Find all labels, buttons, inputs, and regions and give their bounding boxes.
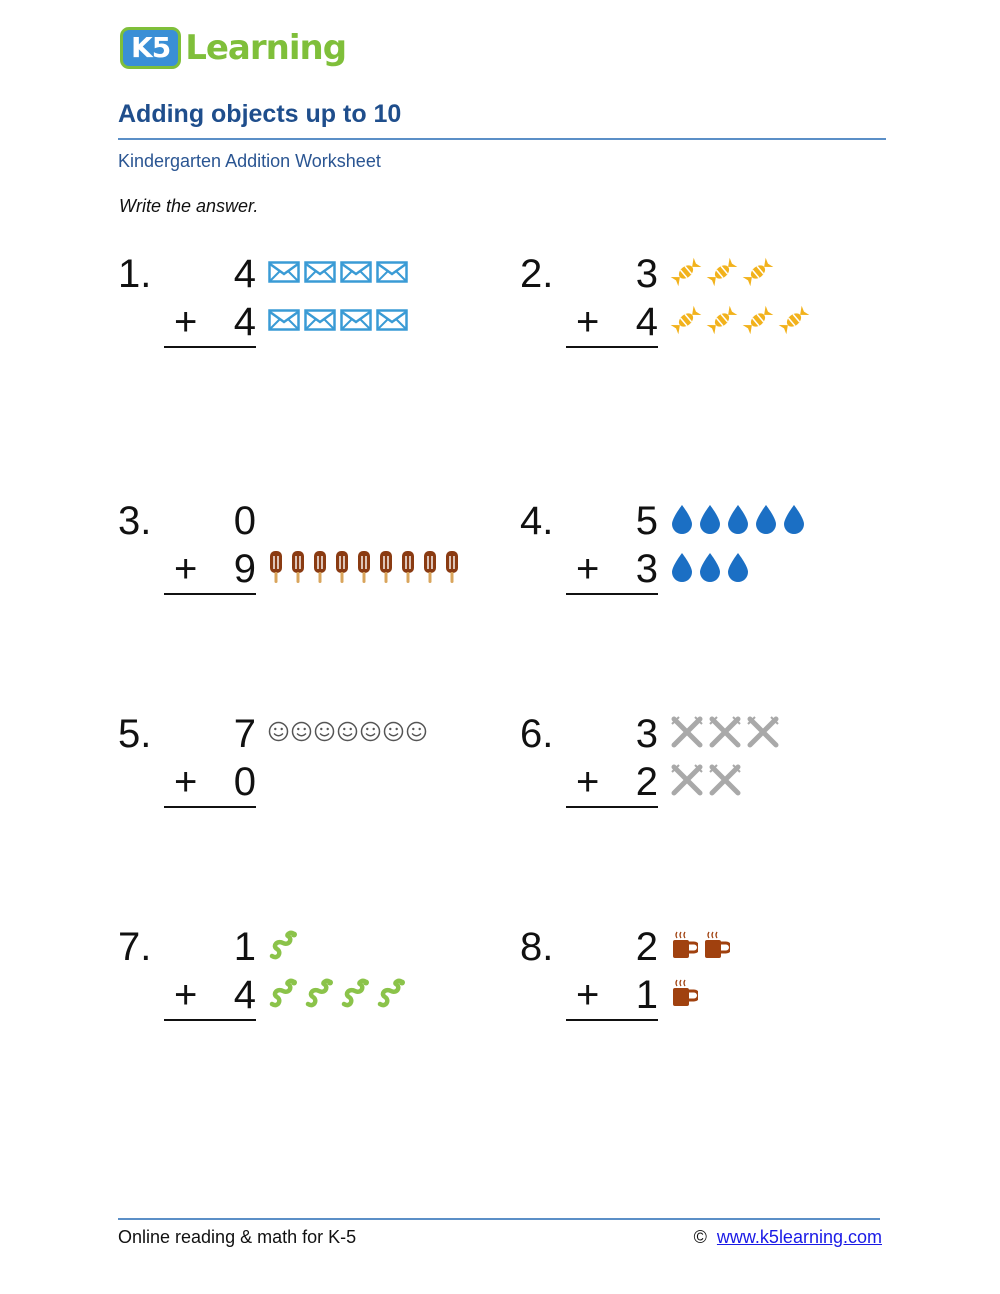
snake-icon bbox=[268, 978, 300, 1013]
snake-icon bbox=[268, 930, 300, 965]
candy-icon bbox=[778, 305, 810, 340]
candy-icon bbox=[706, 257, 738, 292]
bottom-addend: 4 bbox=[233, 300, 256, 344]
bottom-objects bbox=[670, 304, 810, 340]
utensils-icon bbox=[670, 715, 704, 754]
problem-number: 4. bbox=[520, 499, 554, 543]
water-drop-icon bbox=[782, 504, 806, 539]
plus-sign: + bbox=[576, 300, 600, 344]
problem-7 bbox=[118, 923, 518, 1033]
answer-line[interactable] bbox=[566, 1019, 658, 1021]
problem-3 bbox=[118, 497, 518, 607]
snake-icon bbox=[376, 978, 408, 1013]
problem-number: 7. bbox=[118, 925, 152, 969]
envelope-icon bbox=[304, 309, 336, 336]
candy-icon bbox=[670, 257, 702, 292]
problem-1 bbox=[118, 250, 518, 360]
plus-sign: + bbox=[174, 760, 198, 804]
envelope-icon bbox=[340, 261, 372, 288]
page-title: Adding objects up to 10 bbox=[118, 100, 402, 128]
utensils-icon bbox=[708, 715, 742, 754]
plus-sign: + bbox=[576, 547, 600, 591]
utensils-icon bbox=[746, 715, 780, 754]
bottom-addend: 1 bbox=[635, 973, 658, 1017]
water-drop-icon bbox=[670, 552, 694, 587]
envelope-icon bbox=[376, 261, 408, 288]
plus-sign: + bbox=[576, 760, 600, 804]
popsicle-icon bbox=[356, 550, 372, 589]
bottom-addend: 4 bbox=[233, 973, 256, 1017]
bottom-addend: 3 bbox=[635, 547, 658, 591]
top-addend: 0 bbox=[233, 499, 256, 543]
snake-icon bbox=[340, 978, 372, 1013]
bottom-objects bbox=[670, 551, 750, 587]
utensils-icon bbox=[670, 763, 704, 802]
top-addend: 7 bbox=[233, 712, 256, 756]
instruction-text: Write the answer. bbox=[119, 196, 259, 216]
problem-6 bbox=[520, 710, 920, 820]
answer-line[interactable] bbox=[566, 593, 658, 595]
top-objects bbox=[670, 716, 780, 752]
copyright-symbol: © bbox=[693, 1227, 707, 1247]
smiley-icon bbox=[383, 721, 404, 747]
envelope-icon bbox=[340, 309, 372, 336]
smiley-icon bbox=[360, 721, 381, 747]
problem-number: 3. bbox=[118, 499, 152, 543]
candy-icon bbox=[742, 305, 774, 340]
popsicle-icon bbox=[400, 550, 416, 589]
footer-credit bbox=[694, 1227, 882, 1248]
footer-divider bbox=[118, 1218, 880, 1220]
top-addend: 5 bbox=[635, 499, 658, 543]
envelope-icon bbox=[268, 261, 300, 288]
popsicle-icon bbox=[378, 550, 394, 589]
smiley-icon bbox=[337, 721, 358, 747]
snake-icon bbox=[304, 978, 336, 1013]
water-drop-icon bbox=[698, 504, 722, 539]
plus-sign: + bbox=[174, 300, 198, 344]
problem-number: 8. bbox=[520, 925, 554, 969]
problem-number: 1. bbox=[118, 252, 152, 296]
answer-line[interactable] bbox=[164, 1019, 256, 1021]
top-addend: 3 bbox=[635, 252, 658, 296]
logo-word: Learning bbox=[185, 28, 347, 68]
water-drop-icon bbox=[698, 552, 722, 587]
plus-sign: + bbox=[174, 973, 198, 1017]
envelope-icon bbox=[376, 309, 408, 336]
answer-line[interactable] bbox=[566, 346, 658, 348]
candy-icon bbox=[706, 305, 738, 340]
bottom-objects bbox=[268, 304, 408, 340]
page-subtitle: Kindergarten Addition Worksheet bbox=[118, 151, 381, 171]
popsicle-icon bbox=[422, 550, 438, 589]
k5-learning-logo bbox=[120, 22, 346, 74]
smiley-icon bbox=[268, 721, 289, 747]
plus-sign: + bbox=[174, 547, 198, 591]
popsicle-icon bbox=[444, 550, 460, 589]
top-objects bbox=[670, 256, 774, 292]
top-objects bbox=[268, 929, 300, 965]
top-objects bbox=[670, 929, 730, 965]
problem-2 bbox=[520, 250, 920, 360]
problem-number: 5. bbox=[118, 712, 152, 756]
bottom-objects bbox=[670, 764, 742, 800]
smiley-icon bbox=[406, 721, 427, 747]
top-objects bbox=[670, 503, 806, 539]
top-addend: 1 bbox=[233, 925, 256, 969]
water-drop-icon bbox=[754, 504, 778, 539]
smiley-icon bbox=[314, 721, 335, 747]
envelope-icon bbox=[304, 261, 336, 288]
bottom-addend: 2 bbox=[635, 760, 658, 804]
bottom-objects bbox=[670, 977, 698, 1013]
top-addend: 4 bbox=[233, 252, 256, 296]
website-link[interactable]: www.k5learning.com bbox=[716, 1227, 882, 1247]
title-divider bbox=[118, 138, 886, 140]
popsicle-icon bbox=[312, 550, 328, 589]
top-objects bbox=[268, 256, 408, 292]
logo-badge: K5 bbox=[120, 27, 181, 69]
footer-tagline: Online reading & math for K-5 bbox=[118, 1227, 357, 1247]
problem-4 bbox=[520, 497, 920, 607]
answer-line[interactable] bbox=[164, 346, 256, 348]
top-objects bbox=[268, 716, 427, 752]
bottom-objects bbox=[268, 977, 408, 1013]
bottom-addend: 9 bbox=[233, 547, 256, 591]
answer-line[interactable] bbox=[164, 806, 256, 808]
candy-icon bbox=[742, 257, 774, 292]
bottom-objects bbox=[268, 551, 460, 587]
smiley-icon bbox=[291, 721, 312, 747]
coffee-mug-icon bbox=[702, 930, 730, 965]
popsicle-icon bbox=[334, 550, 350, 589]
answer-line[interactable] bbox=[164, 593, 256, 595]
problem-number: 2. bbox=[520, 252, 554, 296]
water-drop-icon bbox=[726, 552, 750, 587]
top-addend: 3 bbox=[635, 712, 658, 756]
popsicle-icon bbox=[268, 550, 284, 589]
bottom-addend: 0 bbox=[233, 760, 256, 804]
plus-sign: + bbox=[576, 973, 600, 1017]
envelope-icon bbox=[268, 309, 300, 336]
problem-5 bbox=[118, 710, 518, 820]
top-addend: 2 bbox=[635, 925, 658, 969]
coffee-mug-icon bbox=[670, 930, 698, 965]
answer-line[interactable] bbox=[566, 806, 658, 808]
problem-number: 6. bbox=[520, 712, 554, 756]
problem-8 bbox=[520, 923, 920, 1033]
utensils-icon bbox=[708, 763, 742, 802]
water-drop-icon bbox=[670, 504, 694, 539]
bottom-addend: 4 bbox=[635, 300, 658, 344]
coffee-mug-icon bbox=[670, 978, 698, 1013]
popsicle-icon bbox=[290, 550, 306, 589]
candy-icon bbox=[670, 305, 702, 340]
water-drop-icon bbox=[726, 504, 750, 539]
